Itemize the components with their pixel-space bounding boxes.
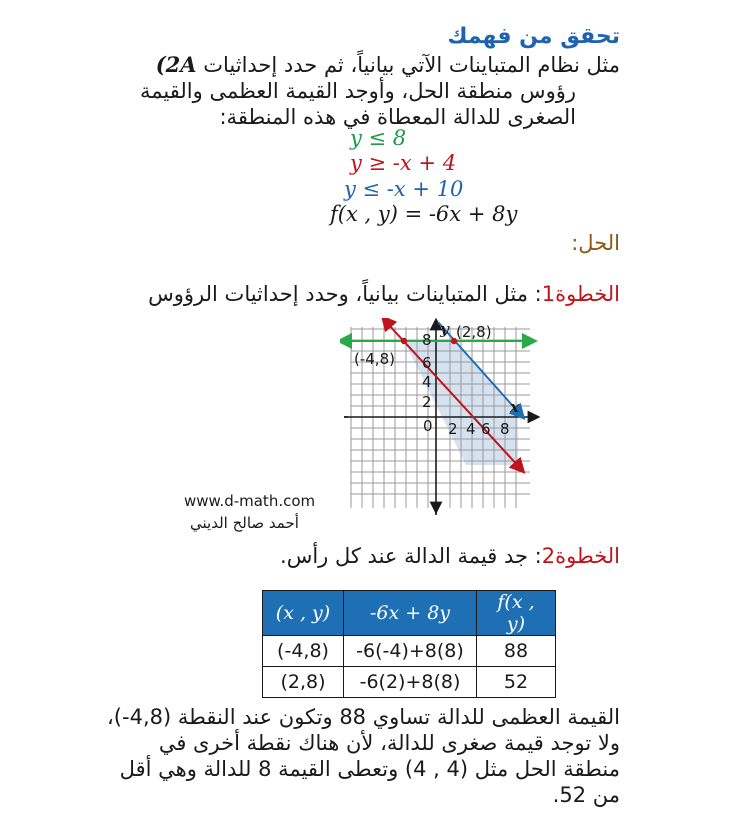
problem-line-1 — [100, 52, 620, 78]
y-tick-6: 6 — [422, 354, 432, 372]
y-tick-4: 4 — [422, 373, 432, 391]
conclusion — [20, 704, 620, 808]
x-tick-6: 6 — [481, 420, 491, 438]
table-row — [263, 667, 556, 698]
inequality-graph — [340, 318, 540, 518]
table-cell-point: (-4,8) — [263, 636, 344, 667]
inequality-3: y ≤ -x + 10 — [344, 177, 464, 201]
inequality-1: y ≤ 8 — [350, 126, 407, 150]
conclusion-line-3: منطقة الحل مثل (4 , 4) وتعطى القيمة 8 للدالة وهي أقل — [119, 757, 620, 781]
x-axis-label: x — [510, 398, 519, 416]
table-cell-value: 52 — [477, 667, 556, 698]
step-1-word: الخطوة1 — [541, 282, 620, 306]
x-tick-8: 8 — [500, 420, 510, 438]
table-cell-value: 88 — [477, 636, 556, 667]
x-tick-2: 2 — [448, 420, 458, 438]
table-header-expression: -6x + 8y — [344, 591, 477, 636]
y-tick-8: 8 — [422, 331, 432, 349]
step-1 — [148, 281, 620, 307]
watermark-site: www.d-math.com — [184, 492, 316, 510]
inequality-2: y ≥ -x + 4 — [350, 151, 457, 175]
table-cell-expression: -6(-4)+8(8) — [344, 636, 477, 667]
problem-line-3: الصغرى للدالة المعطاة في هذه المنطقة: — [219, 105, 576, 129]
line-lower-boundary-top-arrow — [386, 321, 392, 328]
table-cell-point: (2,8) — [263, 667, 344, 698]
problem-line-1-text: مثل نظام المتباينات الآتي بيانياً، ثم حدد إحداثيات — [203, 53, 620, 77]
step-2-word: الخطوة2 — [541, 544, 620, 568]
table-header-value: f(x , y) — [477, 591, 556, 636]
vertex-left — [401, 338, 407, 344]
step-2 — [280, 543, 620, 569]
solution-label: الحل: — [571, 231, 620, 255]
problem-statement — [100, 52, 620, 130]
problem-line-2: رؤوس منطقة الحل، وأوجد القيمة العظمى والقيمة — [140, 79, 576, 103]
section-heading: تحقق من فهمك — [447, 24, 620, 49]
table-cell-expression: -6(2)+8(8) — [344, 667, 477, 698]
step-1-text: : مثل المتباينات بيانياً، وحدد إحداثيات الرؤوس — [148, 282, 542, 306]
point-label-right: (2,8) — [456, 323, 492, 341]
table-row — [263, 636, 556, 667]
table-header-row — [263, 591, 556, 636]
conclusion-line-2: ولا توجد قيمة صغرى للدالة، لأن هناك نقطة أخرى في — [158, 731, 620, 755]
watermark-author: أحمد صالح الديني — [190, 514, 299, 532]
vertex-value-table — [262, 590, 556, 698]
point-label-left: (-4,8) — [354, 350, 395, 368]
step-2-text: : جد قيمة الدالة عند كل رأس. — [280, 544, 542, 568]
objective-function: f(x , y) = -6x + 8y — [330, 202, 518, 226]
conclusion-line-4: من 52. — [552, 783, 620, 807]
y-tick-2: 2 — [422, 393, 432, 411]
x-tick-4: 4 — [466, 420, 476, 438]
problem-number: 2A) — [155, 52, 197, 77]
origin-label: 0 — [423, 417, 433, 435]
y-axis-label: y — [440, 320, 449, 338]
conclusion-line-1: القيمة العظمى للدالة تساوي 88 وتكون عند النقطة (4,8-)، — [107, 705, 620, 729]
table-header-point: (x , y) — [263, 591, 344, 636]
